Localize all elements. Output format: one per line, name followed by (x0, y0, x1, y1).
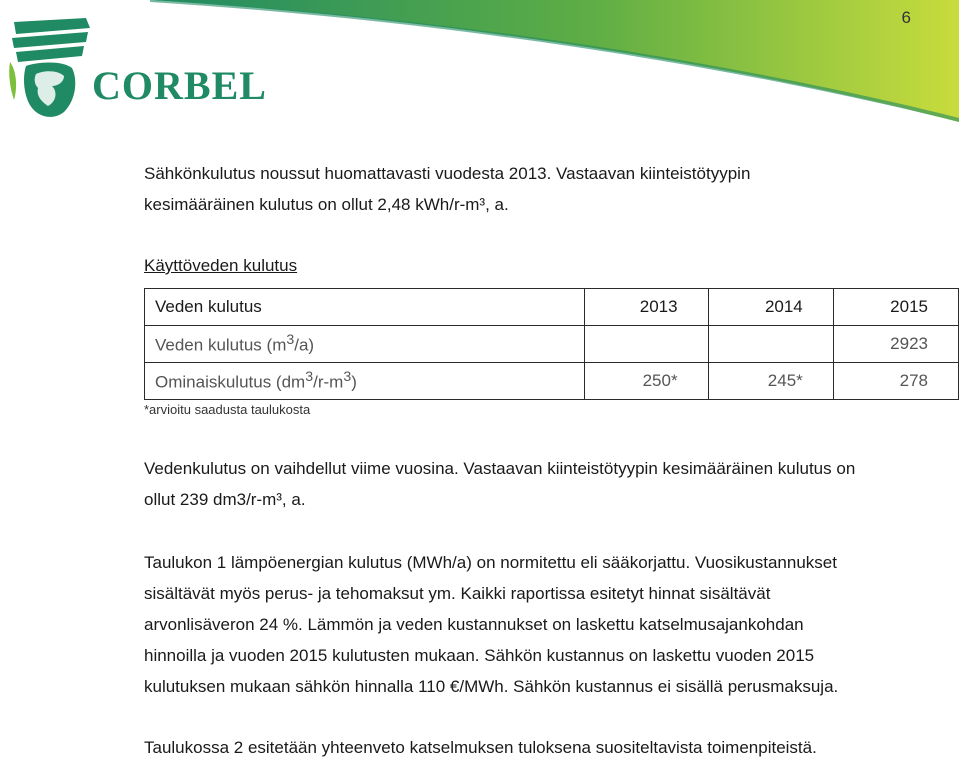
costs-paragraph (144, 547, 924, 702)
table-header-cell: 2015 (833, 289, 958, 326)
paragraph-line: Sähkönkulutus noussut huomattavasti vuodesta 2013. Vastaavan kiinteistötyypin (144, 164, 751, 183)
corbel-logo-wordmark: CORBEL (92, 63, 267, 108)
table-row (145, 326, 959, 363)
table-header-cell: 2013 (585, 289, 708, 326)
paragraph-line: Vedenkulutus on vaihdellut viime vuosina. Vastaavan kiinteistötyypin kesimääräinen kulutus on (144, 459, 856, 478)
table-row (145, 363, 959, 400)
paragraph-line: kesimääräinen kulutus on ollut 2,48 kWh/r-m³, a. (144, 195, 509, 214)
section-title: Käyttöveden kulutus (144, 256, 298, 275)
table-cell (585, 326, 708, 363)
page-number: 6 (901, 8, 911, 27)
paragraph-line: sisältävät myös perus- ja tehomaksut ym. Kaikki raportissa esitetyt hinnat sisältävät (144, 584, 771, 603)
table-row-label: Veden kulutus $(m^3/a)$ (145, 326, 585, 363)
table-cell: 250* (585, 363, 708, 400)
paragraph-line: arvonlisäveron 24 %. Lämmön ja veden kustannukset on laskettu katselmusajankohdan (144, 615, 804, 634)
table-header-cell: 2014 (708, 289, 833, 326)
table-footnote: *arvioitu saadusta taulukosta (144, 402, 311, 417)
summary-paragraph: Taulukossa 2 esitetään yhteenveto katselmuksen tuloksena suositeltavista toimenpiteistä. (144, 738, 817, 757)
paragraph-line: hinnoilla ja vuoden 2015 kulutusten mukaan. Sähkön kustannus on laskettu vuoden 2015 (144, 646, 815, 665)
table-cell: 245* (708, 363, 833, 400)
corbel-logo-emblem (6, 12, 96, 122)
paragraph-line: Taulukon 1 lämpöenergian kulutus (MWh/a) on normitettu eli sääkorjattu. Vuosikustannukset (144, 553, 837, 572)
water-consumption-table (144, 288, 959, 400)
table-header-row (145, 289, 959, 326)
table-row-label: Ominaiskulutus $(dm^3/r-m^3)$ (145, 363, 585, 400)
table-cell: 2923 (833, 326, 958, 363)
table-cell: 278 (833, 363, 958, 400)
paragraph-line: ollut 239 dm3/r-m³, a. (144, 490, 306, 509)
table-cell (708, 326, 833, 363)
paragraph-line: kulutuksen mukaan sähkön hinnalla 110 €/MWh. Sähkön kustannus ei sisällä perusmaksuja. (144, 677, 839, 696)
table-header-cell: Veden kulutus (145, 289, 585, 326)
water-paragraph (144, 453, 924, 515)
electricity-paragraph (144, 158, 924, 220)
